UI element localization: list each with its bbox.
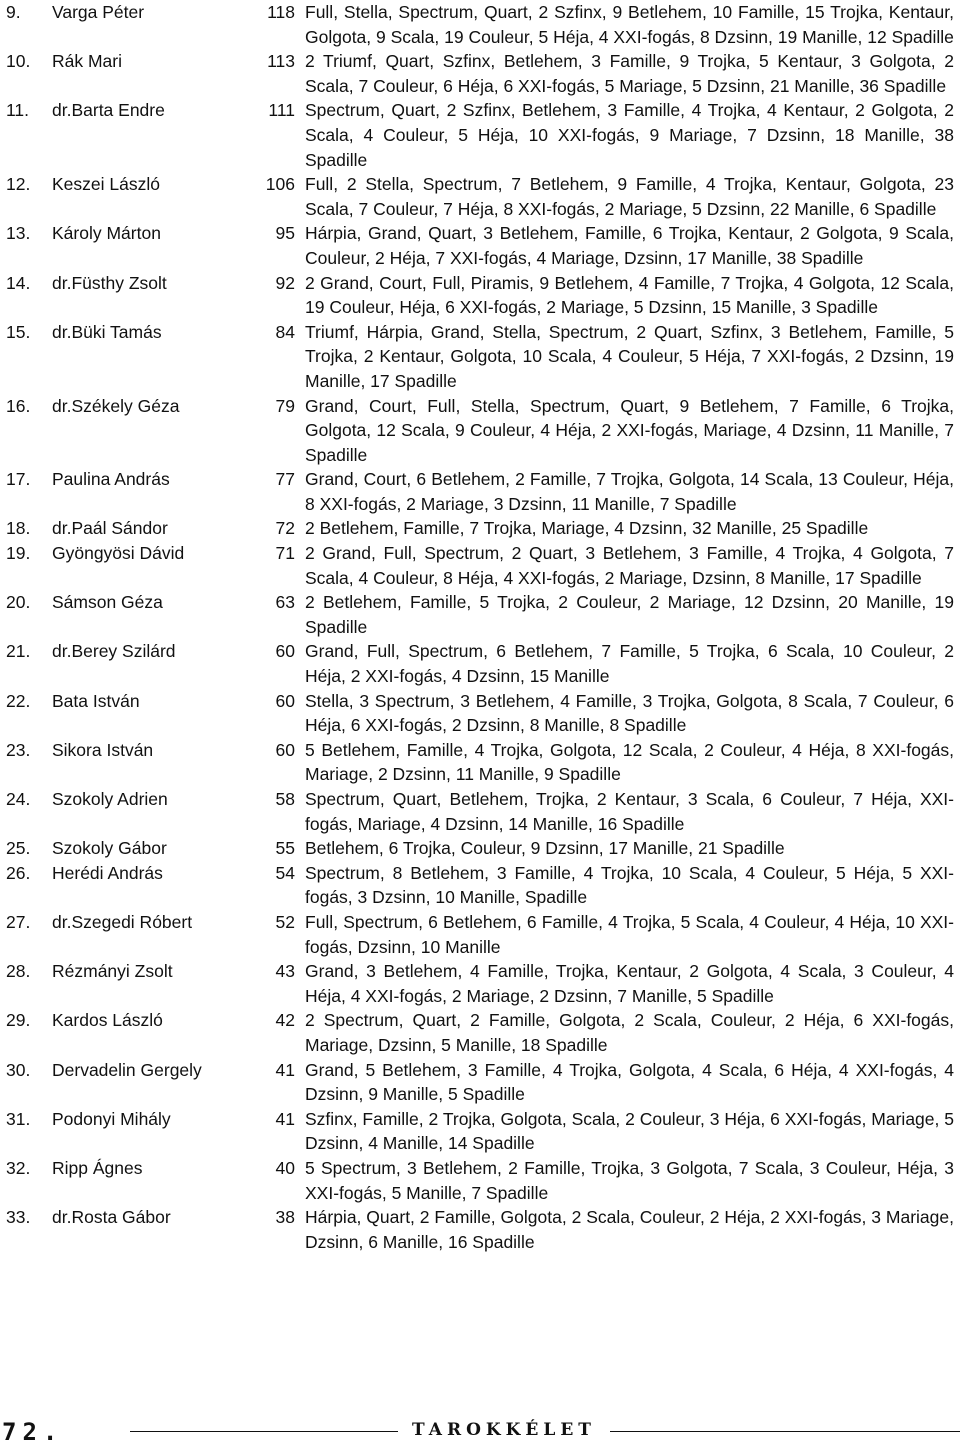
score-details: Hárpia, Grand, Quart, 3 Betlehem, Famille, 6 Trojka, Kentaur, 2 Golgota, 9 Scala, Couleur, 2 Héja, 7 XXI-fogás, 4 Mariage, Dzsinn, 17 Manille, 38 Spadille	[305, 223, 954, 268]
score-details: 2 Spectrum, Quart, 2 Famille, Golgota, 2 Scala, Couleur, 2 Héja, 6 XXI-fogás, Mariage, Dzsinn, 5 Manille, 18 Spadille	[305, 1010, 954, 1055]
player-name: Kardos László	[52, 1010, 163, 1031]
player-name: Sikora István	[52, 739, 154, 760]
points-value: 41	[275, 1059, 295, 1080]
score-details: 2 Triumf, Quart, Szfinx, Betlehem, 3 Famille, 9 Trojka, 5 Kentaur, 3 Golgota, 2 Scala, 7 Couleur, 6 Héja, 6 XXI-fogás, 5 Mariage, 5 Dzsinn, 21 Manille, 36 Spadille	[305, 51, 954, 96]
result-row	[0, 1107, 960, 1156]
result-row	[0, 1205, 960, 1254]
points-value: 52	[275, 911, 295, 932]
result-row	[0, 467, 960, 516]
footer-rule-left	[130, 1431, 398, 1432]
points-value: 72	[275, 518, 295, 539]
score-details: Spectrum, Quart, 2 Szfinx, Betlehem, 3 Famille, 4 Trojka, 4 Kentaur, 2 Golgota, 2 Scala, 4 Couleur, 5 Héja, 10 XXI-fogás, 9 Mariage, 7 Dzsinn, 18 Manille, 38 Spadille	[305, 100, 954, 170]
score-details: Full, Stella, Spectrum, Quart, 2 Szfinx, 9 Betlehem, 10 Famille, 15 Trojka, Kentaur, Golgota, 9 Scala, 19 Couleur, 5 Héja, 4 XXI-fogás, 8 Dzsinn, 19 Manille, 12 Spadille	[305, 2, 954, 47]
rank-number: 29.	[6, 1010, 31, 1031]
page-footer	[0, 1418, 960, 1445]
result-row	[0, 959, 960, 1008]
magazine-name: TAROKKÉLET	[412, 1420, 596, 1440]
player-name: Paulina András	[52, 469, 170, 490]
page-number: 72.	[2, 1418, 64, 1446]
rank-number: 27.	[6, 911, 31, 932]
rank-number: 19.	[6, 543, 31, 564]
points-value: 118	[267, 2, 295, 22]
points-value: 38	[275, 1207, 295, 1228]
player-name: dr.Székely Géza	[52, 395, 180, 416]
player-name: Szokoly Adrien	[52, 789, 168, 809]
rank-number: 31.	[6, 1108, 31, 1129]
points-value: 71	[275, 543, 295, 564]
rank-number: 17.	[6, 469, 31, 490]
result-row	[0, 1156, 960, 1205]
points-value: 42	[275, 1010, 295, 1031]
score-details: 2 Grand, Court, Full, Piramis, 9 Betlehem, 4 Famille, 7 Trojka, 4 Golgota, 12 Scala, 19 Couleur, Héja, 6 XXI-fogás, 2 Mariage, 5 Dzsinn, 15 Manille, 3 Spadille	[305, 272, 954, 318]
player-name: dr.Szegedi Róbert	[52, 911, 193, 932]
player-name: Sámson Géza	[52, 592, 163, 613]
result-row	[0, 639, 960, 688]
score-details: Grand, Court, 6 Betlehem, 2 Famille, 7 Trojka, Golgota, 14 Scala, 13 Couleur, Héja, 8 XXI-fogás, 2 Mariage, 3 Dzsinn, 11 Manille, 7 Spadille	[305, 469, 954, 514]
points-value: 41	[275, 1108, 295, 1129]
rank-number: 15.	[6, 321, 31, 342]
score-details: 2 Grand, Full, Spectrum, 2 Quart, 3 Betlehem, 3 Famille, 4 Trojka, 4 Golgota, 7 Scala, 4 Couleur, 8 Héja, 4 XXI-fogás, 2 Mariage, Dzsinn, 8 Manille, 17 Spadille	[305, 543, 954, 588]
result-row	[0, 541, 960, 590]
player-name: dr.Berey Szilárd	[52, 641, 176, 662]
player-name: Ripp Ágnes	[52, 1157, 143, 1178]
result-row	[0, 320, 960, 394]
score-details: Spectrum, 8 Betlehem, 3 Famille, 4 Trojka, 10 Scala, 4 Couleur, 5 Héja, 5 XXI-fogás, 3 Dzsinn, 10 Manille, Spadille	[305, 862, 954, 908]
score-details: 5 Betlehem, Famille, 4 Trojka, Golgota, 12 Scala, 2 Couleur, 4 Héja, 8 XXI-fogás, Mariage, 2 Dzsinn, 11 Manille, 9 Spadille	[305, 739, 954, 785]
player-name: dr.Barta Endre	[52, 100, 165, 121]
result-row	[0, 172, 960, 221]
points-value: 43	[275, 961, 295, 982]
player-name: dr.Füsthy Zsolt	[52, 272, 167, 293]
result-row	[0, 787, 960, 836]
score-details: Hárpia, Quart, 2 Famille, Golgota, 2 Scala, Couleur, 2 Héja, 2 XXI-fogás, 3 Mariage, Dzsinn, 6 Manille, 16 Spadille	[305, 1207, 954, 1252]
result-row	[0, 590, 960, 639]
result-row	[0, 394, 960, 468]
points-value: 92	[275, 272, 295, 293]
rank-number: 14.	[6, 272, 31, 293]
points-value: 111	[268, 100, 295, 121]
score-details: Grand, 3 Betlehem, 4 Famille, Trojka, Kentaur, 2 Golgota, 4 Scala, 3 Couleur, 4 Héja, 4 XXI-fogás, 2 Mariage, 2 Dzsinn, 7 Manille, 5 Spadille	[305, 961, 954, 1006]
result-row	[0, 738, 960, 787]
score-details: Grand, Court, Full, Stella, Spectrum, Quart, 9 Betlehem, 7 Famille, 6 Trojka, Golgota, 12 Scala, 9 Couleur, 4 Héja, 2 XXI-fogás, Mariage, 4 Dzsinn, 11 Manille, 7 Spadille	[305, 395, 954, 465]
points-value: 84	[275, 321, 295, 342]
player-name: Podonyi Mihály	[52, 1108, 171, 1129]
points-value: 106	[265, 174, 295, 195]
score-details: Triumf, Hárpia, Grand, Stella, Spectrum, 2 Quart, Szfinx, 3 Betlehem, Famille, 5 Trojka, 2 Kentaur, Golgota, 10 Scala, 4 Couleur, 5 Héja, 7 XXI-fogás, 2 Dzsinn, 19 Manille, 17 Spadille	[305, 321, 954, 391]
score-details: Szfinx, Famille, 2 Trojka, Golgota, Scala, 2 Couleur, 3 Héja, 6 XXI-fogás, Mariage, 5 Dzsinn, 4 Manille, 14 Spadille	[305, 1108, 954, 1154]
rank-number: 23.	[6, 739, 31, 760]
rank-number: 21.	[6, 641, 31, 662]
player-name: Rézmányi Zsolt	[52, 961, 173, 982]
score-details: Stella, 3 Spectrum, 3 Betlehem, 4 Famille, 3 Trojka, Golgota, 8 Scala, 7 Couleur, 6 Héja, 6 XXI-fogás, 2 Dzsinn, 8 Manille, 8 Spadille	[305, 690, 954, 736]
result-row	[0, 49, 960, 98]
score-details: 2 Betlehem, Famille, 7 Trojka, Mariage, 4 Dzsinn, 32 Manille, 25 Spadille	[305, 518, 869, 539]
rank-number: 12.	[6, 174, 31, 195]
footer-rule-right	[610, 1431, 960, 1432]
score-details: Grand, 5 Betlehem, 3 Famille, 4 Trojka, Golgota, 4 Scala, 6 Héja, 4 XXI-fogás, 4 Dzsinn, 9 Manille, 5 Spadille	[305, 1059, 954, 1105]
rank-number: 11.	[6, 100, 30, 121]
points-value: 95	[275, 223, 295, 244]
rank-number: 20.	[6, 592, 31, 613]
points-value: 79	[275, 395, 295, 416]
result-row	[0, 271, 960, 320]
rank-number: 30.	[6, 1059, 31, 1080]
score-details: Spectrum, Quart, Betlehem, Trojka, 2 Kentaur, 3 Scala, 6 Couleur, 7 Héja, XXI-fogás, Mariage, 4 Dzsinn, 14 Manille, 16 Spadille	[305, 789, 954, 834]
player-name: dr.Rosta Gábor	[52, 1207, 171, 1228]
player-name: Gyöngyösi Dávid	[52, 543, 185, 564]
score-details: Betlehem, 6 Trojka, Couleur, 9 Dzsinn, 17 Manille, 21 Spadille	[305, 838, 785, 859]
score-details: Grand, Full, Spectrum, 6 Betlehem, 7 Famille, 5 Trojka, 6 Scala, 10 Couleur, 2 Héja, 2 XXI-fogás, 4 Dzsinn, 15 Manille	[305, 641, 954, 687]
rank-number: 28.	[6, 961, 31, 982]
player-name: Rák Mari	[52, 51, 123, 72]
points-value: 60	[275, 641, 295, 662]
points-value: 54	[275, 862, 295, 883]
points-value: 60	[275, 739, 295, 760]
points-value: 63	[275, 592, 295, 613]
player-name: dr.Büki Tamás	[52, 321, 162, 342]
player-name: dr.Paál Sándor	[52, 518, 168, 539]
player-name: Károly Márton	[52, 223, 161, 244]
rank-number: 26.	[6, 862, 31, 883]
score-details: 5 Spectrum, 3 Betlehem, 2 Famille, Trojka, 3 Golgota, 7 Scala, 3 Couleur, Héja, 3 XXI-fogás, 5 Manille, 7 Spadille	[305, 1157, 954, 1203]
result-row	[0, 1008, 960, 1057]
result-row	[0, 516, 960, 541]
result-row	[0, 836, 960, 861]
rank-number: 32.	[6, 1157, 31, 1178]
player-name: Keszei László	[52, 174, 160, 195]
points-value: 60	[275, 690, 295, 711]
result-row	[0, 861, 960, 910]
score-details: Full, 2 Stella, Spectrum, 7 Betlehem, 9 Famille, 4 Trojka, Kentaur, Golgota, 23 Scala, 7 Couleur, 7 Héja, 8 XXI-fogás, 2 Mariage, 5 Dzsinn, 22 Manille, 6 Spadille	[305, 174, 954, 219]
result-row	[0, 689, 960, 738]
rank-number: 13.	[6, 223, 31, 244]
player-name: Varga Péter	[52, 2, 145, 22]
rank-number: 22.	[6, 690, 31, 711]
player-name: Szokoly Gábor	[52, 838, 167, 859]
rank-number: 33.	[6, 1207, 31, 1228]
rank-number: 9.	[6, 2, 21, 22]
points-value: 77	[275, 469, 295, 490]
rank-number: 16.	[6, 395, 31, 416]
score-details: 2 Betlehem, Famille, 5 Trojka, 2 Couleur, 2 Mariage, 12 Dzsinn, 20 Manille, 19 Spadille	[305, 592, 954, 637]
rank-number: 24.	[6, 789, 31, 809]
score-details: Full, Spectrum, 6 Betlehem, 6 Famille, 4 Trojka, 5 Scala, 4 Couleur, 4 Héja, 10 XXI-fogás, Dzsinn, 10 Manille	[305, 911, 954, 957]
result-row	[0, 0, 960, 49]
result-row	[0, 910, 960, 959]
player-name: Herédi András	[52, 862, 163, 883]
result-row	[0, 1058, 960, 1107]
rank-number: 10.	[6, 51, 31, 72]
result-row	[0, 221, 960, 270]
points-value: 113	[267, 51, 295, 72]
rank-number: 25.	[6, 838, 31, 859]
player-name: Bata István	[52, 690, 140, 711]
result-row	[0, 98, 960, 172]
points-value: 55	[275, 838, 295, 859]
points-value: 40	[275, 1157, 295, 1178]
rank-number: 18.	[6, 518, 31, 539]
points-value: 58	[275, 789, 295, 809]
player-name: Dervadelin Gergely	[52, 1059, 202, 1080]
